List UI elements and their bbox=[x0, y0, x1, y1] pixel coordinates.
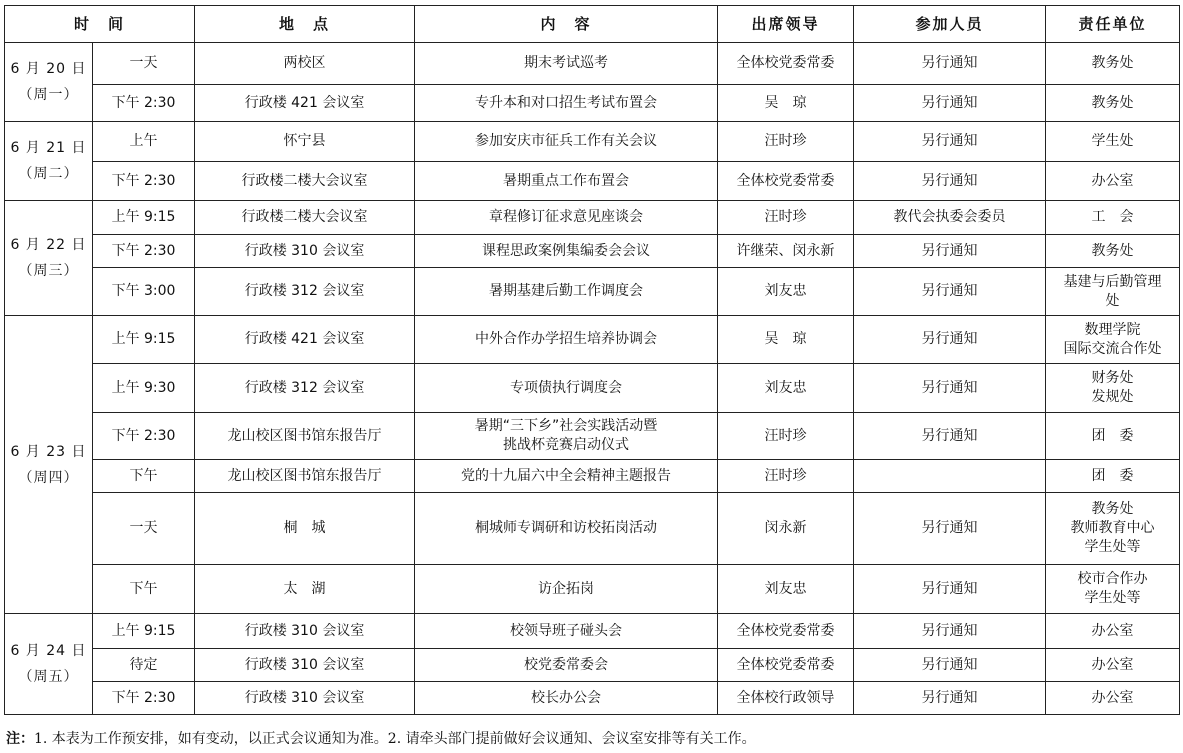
unit-cell-line: 教师教育中心 bbox=[1070, 520, 1155, 536]
schedule-body bbox=[5, 43, 1180, 715]
participants-cell: 另行通知 bbox=[854, 614, 1046, 649]
unit-cell bbox=[1046, 460, 1180, 493]
participants-cell: 另行通知 bbox=[854, 85, 1046, 122]
footnote-text: 1. 本表为工作预安排，如有变动，以正式会议通知为准。2. 请牵头部门提前做好会议通知、会议室安排等有关工作。 bbox=[34, 731, 756, 747]
location-cell: 两校区 bbox=[195, 43, 415, 85]
leader-cell: 许继荣、闵永新 bbox=[718, 235, 854, 268]
unit-cell-line: 办公室 bbox=[1091, 656, 1134, 673]
leader-cell: 全体校党委常委 bbox=[718, 614, 854, 649]
schedule-table bbox=[4, 5, 1180, 715]
content-cell bbox=[415, 235, 718, 268]
location-cell: 太 湖 bbox=[195, 565, 415, 614]
content-cell-line: 中外合作办学招生培养协调会 bbox=[475, 331, 658, 347]
date-cell bbox=[5, 316, 93, 614]
time-cell: 一天 bbox=[93, 493, 195, 565]
header-leader: 出席领导 bbox=[718, 6, 854, 43]
unit-cell-line: 办公室 bbox=[1091, 622, 1134, 639]
content-cell-line: 参加安庆市征兵工作有关会议 bbox=[475, 133, 658, 149]
unit-cell-line: 教务处 bbox=[1091, 242, 1134, 259]
participants-cell: 另行通知 bbox=[854, 413, 1046, 460]
location-cell: 怀宁县 bbox=[195, 122, 415, 162]
leader-cell: 汪时珍 bbox=[718, 201, 854, 235]
content-cell bbox=[415, 268, 718, 316]
table-row bbox=[5, 565, 1180, 614]
leader-cell: 刘友忠 bbox=[718, 268, 854, 316]
unit-cell bbox=[1046, 85, 1180, 122]
header-time: 时 间 bbox=[5, 6, 195, 43]
content-cell bbox=[415, 565, 718, 614]
content-cell-line: 挑战杯竞赛启动仪式 bbox=[503, 437, 630, 453]
location-cell: 行政楼 310 会议室 bbox=[195, 614, 415, 649]
table-row bbox=[5, 201, 1180, 235]
unit-cell bbox=[1046, 413, 1180, 460]
location-cell: 龙山校区图书馆东报告厅 bbox=[195, 460, 415, 493]
participants-cell: 另行通知 bbox=[854, 565, 1046, 614]
unit-cell-line: 团 委 bbox=[1091, 427, 1134, 444]
content-cell bbox=[415, 614, 718, 649]
date-label: 6 月 24 日 bbox=[10, 643, 87, 659]
content-cell bbox=[415, 201, 718, 235]
time-cell: 下午 bbox=[93, 565, 195, 614]
unit-cell-line: 学生处等 bbox=[1084, 539, 1141, 555]
participants-cell: 另行通知 bbox=[854, 162, 1046, 201]
unit-cell bbox=[1046, 316, 1180, 364]
time-cell: 下午 2:30 bbox=[93, 162, 195, 201]
date-label: 6 月 20 日 bbox=[10, 61, 87, 77]
content-cell-line: 校领导班子碰头会 bbox=[510, 622, 623, 639]
table-row bbox=[5, 682, 1180, 715]
unit-cell bbox=[1046, 122, 1180, 162]
table-row bbox=[5, 413, 1180, 460]
location-cell: 行政楼二楼大会议室 bbox=[195, 201, 415, 235]
content-cell bbox=[415, 162, 718, 201]
content-cell-line: 暑期“三下乡”社会实践活动暨 bbox=[474, 418, 658, 434]
location-cell: 行政楼 421 会议室 bbox=[195, 316, 415, 364]
date-cell bbox=[5, 122, 93, 201]
weekday-label: （周五） bbox=[18, 669, 79, 685]
time-cell: 上午 bbox=[93, 122, 195, 162]
unit-cell bbox=[1046, 201, 1180, 235]
leader-cell: 闵永新 bbox=[718, 493, 854, 565]
time-cell: 下午 2:30 bbox=[93, 85, 195, 122]
weekday-label: （周一） bbox=[18, 87, 79, 103]
date-cell bbox=[5, 614, 93, 715]
footnote-label: 注： bbox=[6, 731, 34, 747]
participants-cell: 另行通知 bbox=[854, 268, 1046, 316]
leader-cell: 吴 琼 bbox=[718, 316, 854, 364]
participants-cell: 另行通知 bbox=[854, 682, 1046, 715]
date-label: 6 月 22 日 bbox=[10, 237, 87, 253]
table-row bbox=[5, 122, 1180, 162]
unit-cell-line: 数理学院 bbox=[1084, 321, 1141, 338]
location-cell: 行政楼 421 会议室 bbox=[195, 85, 415, 122]
unit-cell-line: 团 委 bbox=[1091, 467, 1134, 484]
leader-cell: 全体校行政领导 bbox=[718, 682, 854, 715]
content-cell-line: 桐城师专调研和访校拓岗活动 bbox=[475, 520, 658, 536]
participants-cell: 另行通知 bbox=[854, 235, 1046, 268]
time-cell: 上午 9:30 bbox=[93, 364, 195, 413]
time-cell: 待定 bbox=[93, 649, 195, 682]
unit-cell bbox=[1046, 235, 1180, 268]
time-cell: 下午 2:30 bbox=[93, 413, 195, 460]
footnote bbox=[6, 728, 756, 748]
location-cell: 行政楼 310 会议室 bbox=[195, 649, 415, 682]
unit-cell bbox=[1046, 614, 1180, 649]
unit-cell-line: 教务处 bbox=[1091, 501, 1134, 517]
participants-cell: 另行通知 bbox=[854, 364, 1046, 413]
unit-cell bbox=[1046, 682, 1180, 715]
content-cell bbox=[415, 493, 718, 565]
participants-cell bbox=[854, 460, 1046, 493]
participants-cell: 另行通知 bbox=[854, 122, 1046, 162]
content-cell bbox=[415, 682, 718, 715]
leader-cell: 全体校党委常委 bbox=[718, 162, 854, 201]
time-cell: 下午 2:30 bbox=[93, 682, 195, 715]
table-row bbox=[5, 162, 1180, 201]
header-content: 内 容 bbox=[415, 6, 718, 43]
participants-cell: 另行通知 bbox=[854, 493, 1046, 565]
unit-cell bbox=[1046, 162, 1180, 201]
time-cell: 上午 9:15 bbox=[93, 614, 195, 649]
leader-cell: 刘友忠 bbox=[718, 364, 854, 413]
participants-cell: 另行通知 bbox=[854, 316, 1046, 364]
header-unit: 责任单位 bbox=[1046, 6, 1180, 43]
table-row bbox=[5, 364, 1180, 413]
leader-cell: 刘友忠 bbox=[718, 565, 854, 614]
content-cell bbox=[415, 413, 718, 460]
leader-cell: 汪时珍 bbox=[718, 460, 854, 493]
content-cell bbox=[415, 460, 718, 493]
leader-cell: 全体校党委常委 bbox=[718, 43, 854, 85]
date-label: 6 月 21 日 bbox=[10, 140, 87, 156]
content-cell bbox=[415, 122, 718, 162]
content-cell-line: 党的十九届六中全会精神主题报告 bbox=[461, 467, 672, 484]
participants-cell: 另行通知 bbox=[854, 43, 1046, 85]
location-cell: 行政楼 312 会议室 bbox=[195, 364, 415, 413]
unit-cell-line: 办公室 bbox=[1091, 172, 1134, 189]
table-row bbox=[5, 649, 1180, 682]
unit-cell-line: 教务处 bbox=[1091, 94, 1134, 111]
unit-cell-line: 教务处 bbox=[1091, 55, 1134, 71]
table-row bbox=[5, 85, 1180, 122]
time-cell: 上午 9:15 bbox=[93, 201, 195, 235]
unit-cell-line: 国际交流合作处 bbox=[1063, 340, 1162, 357]
date-label: 6 月 23 日 bbox=[10, 443, 87, 460]
unit-cell-line: 基建与后勤管理 bbox=[1063, 273, 1162, 290]
unit-cell bbox=[1046, 364, 1180, 413]
unit-cell bbox=[1046, 43, 1180, 85]
location-cell: 行政楼二楼大会议室 bbox=[195, 162, 415, 201]
date-cell bbox=[5, 43, 93, 122]
weekday-label: （周四） bbox=[18, 469, 79, 486]
date-cell bbox=[5, 201, 93, 316]
unit-cell bbox=[1046, 493, 1180, 565]
unit-cell-line: 办公室 bbox=[1091, 689, 1134, 706]
weekday-label: （周二） bbox=[18, 166, 79, 182]
table-row bbox=[5, 316, 1180, 364]
unit-cell-line: 学生处 bbox=[1091, 133, 1134, 149]
location-cell: 行政楼 310 会议室 bbox=[195, 235, 415, 268]
content-cell-line: 课程思政案例集编委会会议 bbox=[482, 242, 651, 259]
unit-cell-line: 发规处 bbox=[1091, 389, 1134, 405]
location-cell: 行政楼 310 会议室 bbox=[195, 682, 415, 715]
header-participants: 参加人员 bbox=[854, 6, 1046, 43]
participants-cell: 另行通知 bbox=[854, 649, 1046, 682]
content-cell-line: 专升本和对口招生考试布置会 bbox=[475, 94, 658, 111]
content-cell-line: 暑期重点工作布置会 bbox=[503, 172, 630, 189]
time-cell: 下午 3:00 bbox=[93, 268, 195, 316]
content-cell-line: 暑期基建后勤工作调度会 bbox=[489, 283, 644, 299]
table-row bbox=[5, 614, 1180, 649]
header-location: 地 点 bbox=[195, 6, 415, 43]
content-cell-line: 章程修订征求意见座谈会 bbox=[489, 209, 644, 225]
table-row bbox=[5, 235, 1180, 268]
unit-cell bbox=[1046, 268, 1180, 316]
leader-cell: 全体校党委常委 bbox=[718, 649, 854, 682]
leader-cell: 吴 琼 bbox=[718, 85, 854, 122]
table-row bbox=[5, 493, 1180, 565]
content-cell bbox=[415, 85, 718, 122]
time-cell: 一天 bbox=[93, 43, 195, 85]
location-cell: 桐 城 bbox=[195, 493, 415, 565]
content-cell-line: 访企拓岗 bbox=[538, 580, 595, 597]
table-row bbox=[5, 268, 1180, 316]
location-cell: 龙山校区图书馆东报告厅 bbox=[195, 413, 415, 460]
table-row bbox=[5, 43, 1180, 85]
unit-cell-line: 校市合作办 bbox=[1077, 571, 1148, 587]
content-cell bbox=[415, 649, 718, 682]
weekday-label: （周三） bbox=[18, 263, 79, 279]
content-cell-line: 期末考试巡考 bbox=[524, 55, 609, 71]
participants-cell: 教代会执委会委员 bbox=[854, 201, 1046, 235]
unit-cell-line: 工 会 bbox=[1091, 209, 1134, 225]
content-cell bbox=[415, 316, 718, 364]
time-cell: 上午 9:15 bbox=[93, 316, 195, 364]
content-cell bbox=[415, 364, 718, 413]
header-row bbox=[5, 6, 1180, 43]
table-row bbox=[5, 460, 1180, 493]
leader-cell: 汪时珍 bbox=[718, 122, 854, 162]
time-cell: 下午 2:30 bbox=[93, 235, 195, 268]
unit-cell-line: 处 bbox=[1105, 292, 1120, 309]
content-cell-line: 校党委常委会 bbox=[524, 656, 609, 673]
content-cell-line: 专项债执行调度会 bbox=[510, 379, 623, 396]
unit-cell bbox=[1046, 649, 1180, 682]
leader-cell: 汪时珍 bbox=[718, 413, 854, 460]
time-cell: 下午 bbox=[93, 460, 195, 493]
content-cell bbox=[415, 43, 718, 85]
unit-cell bbox=[1046, 565, 1180, 614]
unit-cell-line: 财务处 bbox=[1091, 370, 1134, 386]
content-cell-line: 校长办公会 bbox=[531, 689, 602, 706]
location-cell: 行政楼 312 会议室 bbox=[195, 268, 415, 316]
unit-cell-line: 学生处等 bbox=[1084, 590, 1141, 606]
